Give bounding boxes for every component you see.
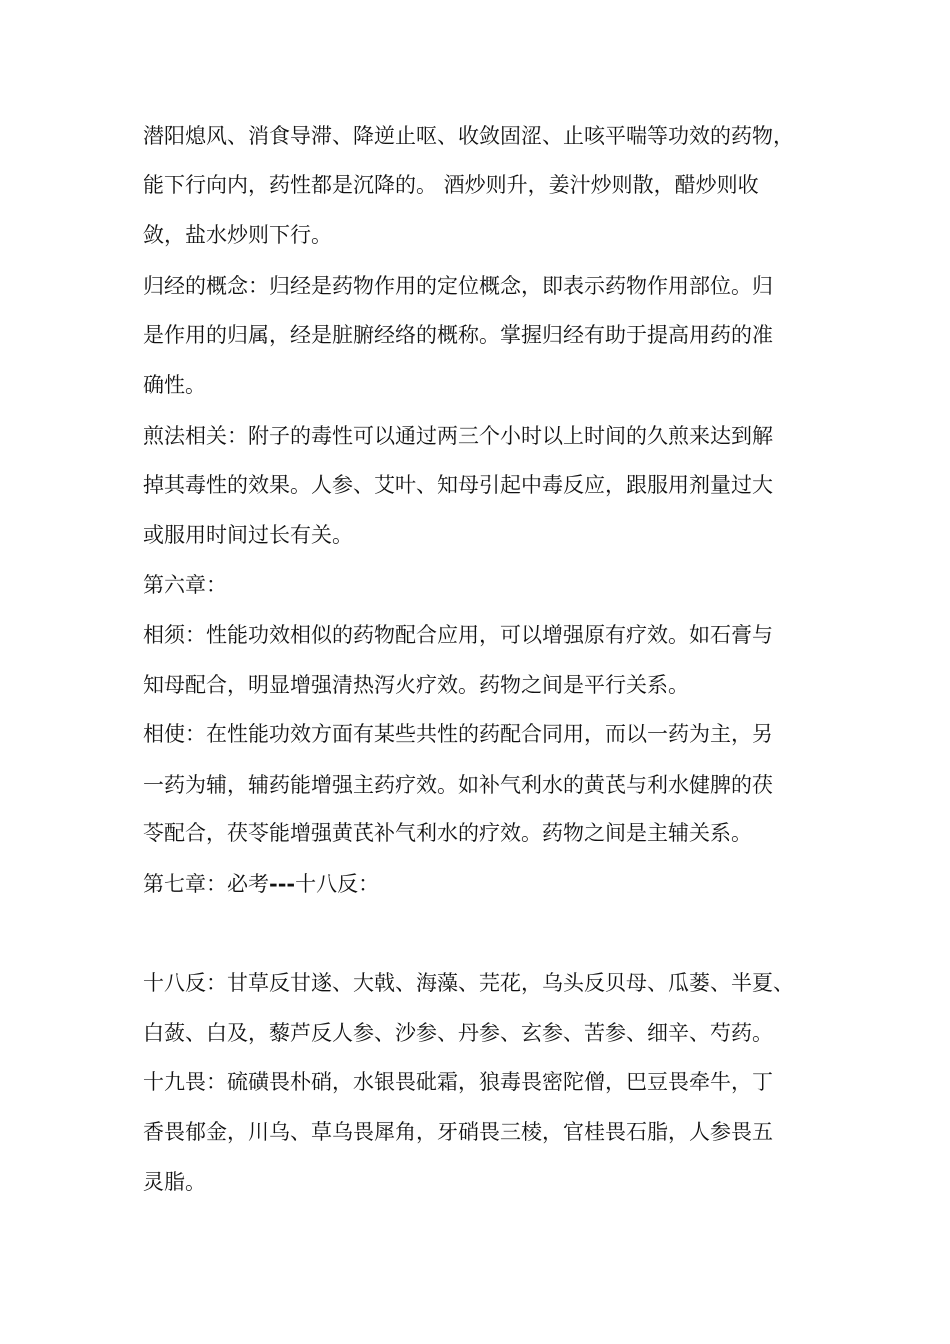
text-line: 潜阳熄风、消食导滞、降逆止呕、收敛固涩、止咳平喘等功效的药物， — [143, 124, 794, 148]
chapter-heading — [143, 869, 379, 899]
text-line: 知母配合，明显增强清热泻火疗效。药物之间是平行关系。 — [143, 673, 689, 697]
text-line: 香畏郁金，川乌、草乌畏犀角，牙硝畏三棱，官桂畏石脂，人参畏五 — [143, 1120, 773, 1144]
text-line: 相使：在性能功效方面有某些共性的药配合同用，而以一药为主，另 — [143, 722, 773, 746]
text-line: 白蔹、白及，藜芦反人参、沙参、丹参、玄参、苦参、细辛、芍药。 — [143, 1021, 773, 1045]
text-line: 能下行向内，药性都是沉降的。 酒炒则升，姜汁炒则散，醋炒则收 — [143, 173, 759, 197]
text-line: 煎法相关：附子的毒性可以通过两三个小时以上时间的久煎来达到解 — [143, 424, 773, 448]
text-line: 或服用时间过长有关。 — [143, 523, 353, 547]
text-line: 相须：性能功效相似的药物配合应用，可以增强原有疗效。如石膏与 — [143, 623, 773, 647]
text-line: 归经的概念：归经是药物作用的定位概念，即表示药物作用部位。归 — [143, 274, 773, 298]
text-line: 十八反：甘草反甘遂、大戟、海藻、芫花，乌头反贝母、瓜蒌、半夏、 — [143, 971, 794, 995]
chapter7-tail: 十八反： — [295, 872, 380, 896]
text-line: 灵脂。 — [143, 1170, 206, 1194]
text-line: 确性。 — [143, 373, 206, 397]
text-line: 掉其毒性的效果。人参、艾叶、知母引起中毒反应，跟服用剂量过大 — [143, 473, 773, 497]
chapter7-head: 第七章：必考 — [143, 872, 269, 896]
chapter7-dashes: --- — [269, 871, 296, 896]
text-line: 一药为辅，辅药能增强主药疗效。如补气利水的黄芪与利水健脾的茯 — [143, 773, 773, 797]
chapter-heading: 第六章： — [143, 573, 227, 597]
text-line: 敛，盐水炒则下行。 — [143, 223, 332, 247]
text-line: 苓配合，茯苓能增强黄芪补气利水的疗效。药物之间是主辅关系。 — [143, 821, 752, 845]
text-line: 十九畏：硫磺畏朴硝，水银畏砒霜，狼毒畏密陀僧，巴豆畏牵牛，丁 — [143, 1070, 773, 1094]
text-line: 是作用的归属，经是脏腑经络的概称。掌握归经有助于提高用药的准 — [143, 323, 773, 347]
